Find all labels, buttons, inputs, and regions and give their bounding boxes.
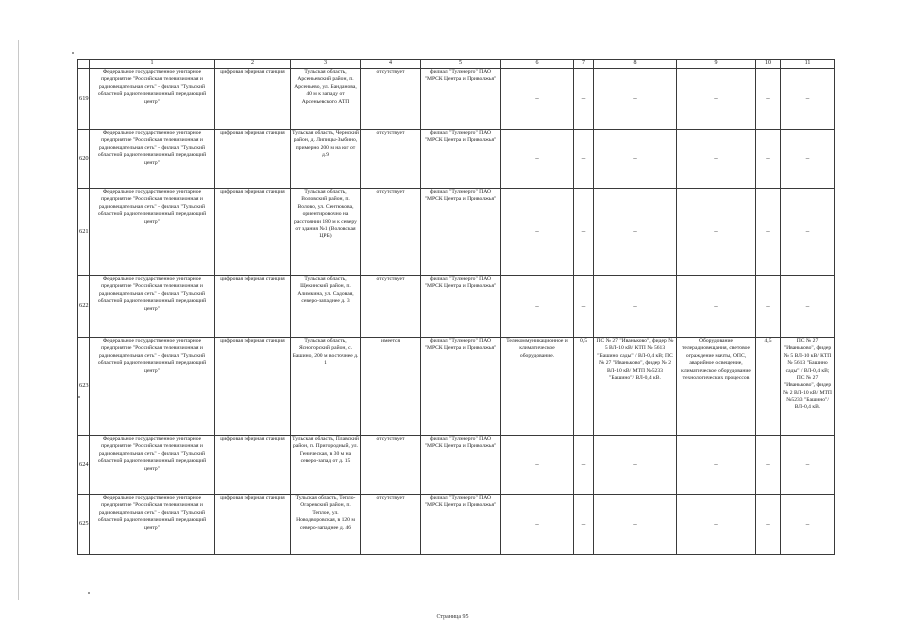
scan-edge-line bbox=[18, 40, 19, 600]
power-total-cell: – bbox=[756, 189, 781, 276]
organization-cell: Федеральное государственное унитарное предприятие "Российская телевизионная и радиовещательная сеть" - филиал "Тульский областной радиотелевизионный передающий центр" bbox=[90, 130, 215, 189]
grid-operator-cell: филиал "Тулэнерго" ПАО "МРСК Центра и Приволжья" bbox=[421, 495, 501, 555]
header-cell: 4 bbox=[361, 60, 421, 69]
grid-operator-cell: филиал "Тулэнерго" ПАО "МРСК Центра и Приволжья" bbox=[421, 338, 501, 436]
equipment-cell: – bbox=[501, 69, 574, 130]
row-number: 620 bbox=[78, 130, 90, 189]
power-cell: – bbox=[574, 436, 594, 495]
power-cell: – bbox=[574, 69, 594, 130]
consumers-cell: – bbox=[677, 130, 756, 189]
connection-point-total-cell: – bbox=[781, 189, 835, 276]
connection-point-cell: – bbox=[594, 69, 677, 130]
power-total-cell: – bbox=[756, 276, 781, 338]
registry-table bbox=[77, 59, 835, 555]
connection-point-cell: ПС № 27 "Иваньково", фидер № 5 ВЛ-10 кВ/ КТП № 5613 "Башино сады" / ВЛ-0,4 кВ; ПС № 27 "Иваньково", фидер № 2 ВЛ-10 кВ/ МТП №5233 "Башино"/ ВЛ-0,4 кВ. bbox=[594, 338, 677, 436]
power-total-cell: – bbox=[756, 495, 781, 555]
equipment-cell: – bbox=[501, 276, 574, 338]
organization-cell: Федеральное государственное унитарное предприятие "Российская телевизионная и радиовещательная сеть" - филиал "Тульский областной радиотелевизионный передающий центр" bbox=[90, 276, 215, 338]
header-cell-index bbox=[78, 60, 90, 69]
row-number: 625 bbox=[78, 495, 90, 555]
organization-cell: Федеральное государственное унитарное предприятие "Российская телевизионная и радиовещательная сеть" - филиал "Тульский областной радиотелевизионный передающий центр" bbox=[90, 495, 215, 555]
table-row bbox=[78, 495, 835, 555]
equipment-cell: – bbox=[501, 495, 574, 555]
equipment-cell: – bbox=[501, 189, 574, 276]
scan-speck bbox=[72, 52, 74, 54]
column-number-row bbox=[78, 60, 835, 69]
row-number: 621 bbox=[78, 189, 90, 276]
address-cell: Тульская область, Арсеньевский район, п. Арсеньево, ул. Банданова, 40 м к западу от Арсеньевского АТП bbox=[291, 69, 361, 130]
power-total-cell: 4,5 bbox=[756, 338, 781, 436]
page-number: Страница 95 bbox=[436, 614, 469, 620]
header-cell: 6 bbox=[501, 60, 574, 69]
header-cell: 9 bbox=[677, 60, 756, 69]
backup-power-cell: отсутствует bbox=[361, 276, 421, 338]
header-cell: 5 bbox=[421, 60, 501, 69]
table-row bbox=[78, 69, 835, 130]
connection-point-total-cell: – bbox=[781, 495, 835, 555]
power-cell: – bbox=[574, 189, 594, 276]
connection-point-total-cell: ПС № 27 "Иваньково", фидер № 5 ВЛ-10 кВ/ КТП № 5613 "Башино сады" / ВЛ-0,4 кВ; ПС № 27 "Иваньково", фидер № 2 ВЛ-10 кВ/ МТП №5233 "Башино"/ ВЛ-0,4 кВ. bbox=[781, 338, 835, 436]
power-total-cell: – bbox=[756, 436, 781, 495]
address-cell: Тульская область, Ясногорский район, с. Башино, 200 м восточнее д. 1 bbox=[291, 338, 361, 436]
facility-type-cell: цифровая эфирная станция bbox=[215, 189, 291, 276]
power-cell: – bbox=[574, 276, 594, 338]
backup-power-cell: имеется bbox=[361, 338, 421, 436]
consumers-cell: Оборудование телерадиовещания, световое ограждение мачты, ОПС, аварийное освещение, климатическое оборудование технологических процессов bbox=[677, 338, 756, 436]
header-cell: 11 bbox=[781, 60, 835, 69]
grid-operator-cell: филиал "Тулэнерго" ПАО "МРСК Центра и Приволжья" bbox=[421, 130, 501, 189]
organization-cell: Федеральное государственное унитарное предприятие "Российская телевизионная и радиовещательная сеть" - филиал "Тульский областной радиотелевизионный передающий центр" bbox=[90, 338, 215, 436]
facility-type-cell: цифровая эфирная станция bbox=[215, 276, 291, 338]
connection-point-cell: – bbox=[594, 495, 677, 555]
scan-speck bbox=[88, 592, 90, 594]
consumers-cell: – bbox=[677, 495, 756, 555]
connection-point-cell: – bbox=[594, 436, 677, 495]
row-number: 623 bbox=[78, 338, 90, 436]
power-total-cell: – bbox=[756, 130, 781, 189]
equipment-cell: – bbox=[501, 436, 574, 495]
equipment-cell: – bbox=[501, 130, 574, 189]
backup-power-cell: отсутствует bbox=[361, 436, 421, 495]
power-cell: – bbox=[574, 495, 594, 555]
grid-operator-cell: филиал "Тулэнерго" ПАО "МРСК Центра и Приволжья" bbox=[421, 436, 501, 495]
row-number: 624 bbox=[78, 436, 90, 495]
address-cell: Тульская область, Тепло-Огаревский район, п. Теплое, ул. Новодворовская, в 120 м северо-западнее д. 46 bbox=[291, 495, 361, 555]
row-number: 622 bbox=[78, 276, 90, 338]
address-cell: Тульская область, Плавский район, п. Пригородный, ул. Геническая, в 30 м на северо-запад от д. 15 bbox=[291, 436, 361, 495]
table-row bbox=[78, 338, 835, 436]
consumers-cell: – bbox=[677, 436, 756, 495]
grid-operator-cell: филиал "Тулэнерго" ПАО "МРСК Центра и Приволжья" bbox=[421, 69, 501, 130]
facility-type-cell: цифровая эфирная станция bbox=[215, 436, 291, 495]
table-row bbox=[78, 276, 835, 338]
backup-power-cell: отсутствует bbox=[361, 69, 421, 130]
header-cell: 3 bbox=[291, 60, 361, 69]
grid-operator-cell: филиал "Тулэнерго" ПАО "МРСК Центра и Приволжья" bbox=[421, 276, 501, 338]
facility-type-cell: цифровая эфирная станция bbox=[215, 130, 291, 189]
consumers-cell: – bbox=[677, 69, 756, 130]
connection-point-total-cell: – bbox=[781, 276, 835, 338]
backup-power-cell: отсутствует bbox=[361, 189, 421, 276]
connection-point-total-cell: – bbox=[781, 130, 835, 189]
connection-point-cell: – bbox=[594, 130, 677, 189]
header-cell: 8 bbox=[594, 60, 677, 69]
facility-type-cell: цифровая эфирная станция bbox=[215, 69, 291, 130]
connection-point-cell: – bbox=[594, 276, 677, 338]
facility-type-cell: цифровая эфирная станция bbox=[215, 338, 291, 436]
table-row bbox=[78, 436, 835, 495]
table-row bbox=[78, 189, 835, 276]
header-cell: 7 bbox=[574, 60, 594, 69]
connection-point-total-cell: – bbox=[781, 436, 835, 495]
backup-power-cell: отсутствует bbox=[361, 495, 421, 555]
row-number: 619 bbox=[78, 69, 90, 130]
organization-cell: Федеральное государственное унитарное предприятие "Российская телевизионная и радиовещательная сеть" - филиал "Тульский областной радиотелевизионный передающий центр" bbox=[90, 189, 215, 276]
address-cell: Тульская область, Воловский район, п. Волово, ул. Сентюкова, ориентировочно на расстоянии 180 м к северу от здания №1 (Воловская ЦРБ) bbox=[291, 189, 361, 276]
connection-point-total-cell: – bbox=[781, 69, 835, 130]
table-row bbox=[78, 130, 835, 189]
facility-type-cell: цифровая эфирная станция bbox=[215, 495, 291, 555]
backup-power-cell: отсутствует bbox=[361, 130, 421, 189]
header-cell: 1 bbox=[90, 60, 215, 69]
connection-point-cell: – bbox=[594, 189, 677, 276]
power-cell: – bbox=[574, 130, 594, 189]
address-cell: Тульская область, Щекинский район, п. Алимкина, ул. Садовая, северо-западнее д. 3 bbox=[291, 276, 361, 338]
grid-operator-cell: филиал "Тулэнерго" ПАО "МРСК Центра и Приволжья" bbox=[421, 189, 501, 276]
header-cell: 2 bbox=[215, 60, 291, 69]
power-cell: 0,5 bbox=[574, 338, 594, 436]
address-cell: Тульская область, Чернский район, д. Липицы-Зыбино, примерно 200 м на юг от д.9 bbox=[291, 130, 361, 189]
header-cell: 10 bbox=[756, 60, 781, 69]
organization-cell: Федеральное государственное унитарное предприятие "Российская телевизионная и радиовещательная сеть" - филиал "Тульский областной радиотелевизионный передающий центр" bbox=[90, 436, 215, 495]
equipment-cell: Телекоммуникационное и климатическое оборудование. bbox=[501, 338, 574, 436]
power-total-cell: – bbox=[756, 69, 781, 130]
consumers-cell: – bbox=[677, 276, 756, 338]
organization-cell: Федеральное государственное унитарное предприятие "Российская телевизионная и радиовещательная сеть" - филиал "Тульский областной радиотелевизионный передающий центр" bbox=[90, 69, 215, 130]
consumers-cell: – bbox=[677, 189, 756, 276]
